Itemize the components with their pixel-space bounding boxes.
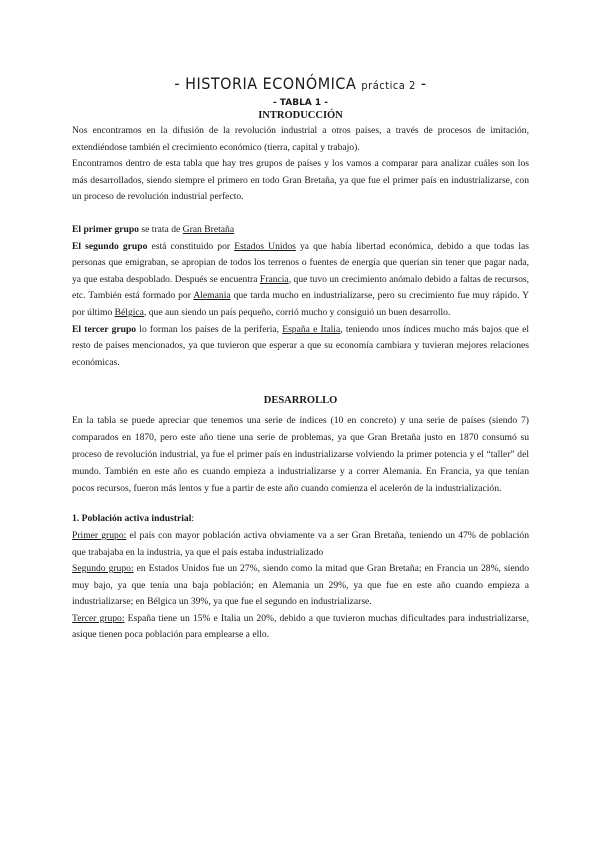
- group-2-paragraph: [72, 239, 529, 322]
- group-2-country-belgium: Bélgica: [114, 306, 144, 318]
- poblacion-group-2: [72, 561, 529, 611]
- document-title: [72, 74, 529, 96]
- poblacion-group-1: [72, 528, 529, 561]
- title-main: - HISTORIA ECONÓMICA: [174, 74, 357, 93]
- group-2-text-5: , que aun siendo un país pequeño, corrió mucho y consiguió un buen desarrollo.: [143, 306, 451, 318]
- group-2-country-france: Francia: [259, 273, 289, 285]
- title-subtitle: práctica 2: [361, 79, 416, 92]
- poblacion-heading-colon: :: [191, 513, 195, 525]
- title-end: -: [420, 74, 427, 93]
- intro-paragraph-2: Encontramos dentro de esta tabla que hay tres grupos de países y los vamos a comparar para analizar cuáles son los más desarrollados, siendo siempre el primero en todo Gran Bretaña, ya que fue el primer país en industrializarse, con un proceso de revolución industrial perfecto.: [72, 158, 529, 203]
- desarrollo-paragraph: En la tabla se puede apreciar que tenemos una serie de índices (10 en concreto) y una serie de países (siendo 7) comparados en 1870, pero este año tiene una serie de problemas, ya que Gran Bretaña justo en 1870 consumó su proceso de revolución industrial, ya fue el primer país en industrializarse volviendo la primer potencia y el “taller” del mundo. También en este año es cuando empieza a industrializarse y a correr Alemania. En Francia, ya que tenían pocos recursos, fueron más lentos y fue a partir de este año cuando comienza el acelerón de la industrialización.: [72, 415, 529, 495]
- poblacion-group-2-label: Segundo grupo:: [72, 563, 134, 575]
- table-label: - TABLA 1 -: [272, 98, 329, 108]
- desarrollo-heading: DESARROLLO: [263, 395, 338, 407]
- group-2-country-usa: Estados Unidos: [234, 240, 296, 252]
- document-page: [72, 74, 529, 644]
- poblacion-heading-text: 1. Población activa industrial: [72, 513, 192, 525]
- group-2-text-4: que tarda mucho en industrializarse, pero su crecimiento fue muy rápido. Y por último: [72, 290, 529, 318]
- group-2-text-1: está constituido por: [147, 240, 235, 252]
- poblacion-group-3-label: Tercer grupo:: [72, 612, 125, 624]
- group-1-text: se trata de: [138, 223, 183, 235]
- group-1-country: Gran Bretaña: [182, 223, 235, 235]
- group-3-paragraph: [72, 322, 529, 372]
- intro-heading: INTRODUCCIÓN: [258, 110, 343, 121]
- intro-paragraph-1: Nos encontramos en la difusión de la revolución industrial a otros países, a través de procesos de imitación, extendiéndose también el crecimiento económico (tierra, capital y trabajo).: [72, 125, 529, 153]
- group-2-text-3: , que tuvo un crecimiento anómalo debido a faltas de recursos, etc. También está formado por: [72, 273, 530, 302]
- poblacion-group-1-text: el país con mayor población activa obviamente va a ser Gran Bretaña, teniendo un 47% de población que trabajaba en la industria, ya que el país estaba industrializado: [72, 529, 529, 558]
- group-3-label: El tercer grupo: [72, 323, 137, 335]
- poblacion-heading: [72, 511, 529, 528]
- poblacion-group-3-text: España tiene un 15% e Italia un 20%, debido a que tuvieron muchas dificultades para industrializarse, asique tienen poca población para emplearse a ello.: [72, 612, 529, 641]
- group-3-countries: España e Italia: [282, 323, 341, 335]
- poblacion-group-3: [72, 611, 529, 644]
- group-3-text-2: , teniendo unos índices mucho más bajos que el resto de países mencionados, ya que tuvieron que esperar a que su economía cambiara y tuvieran mejores relaciones económicas.: [72, 323, 529, 368]
- group-3-text-1: lo forman los países de la periferia,: [136, 323, 283, 335]
- group-2-country-germany: Alemania: [193, 290, 231, 302]
- poblacion-group-2-text: en Estados Unidos fue un 27%, siendo como la mitad que Gran Bretaña; en Francia un 28%, siendo muy bajo, ya que tenía una baja población; en Alemania un 29%, ya que fue en este año cuando empieza a industrializarse; en Bélgica un 39%, ya que fue el segundo en industrializarse.: [72, 563, 529, 608]
- group-2-label: El segundo grupo: [72, 240, 148, 252]
- poblacion-group-1-label: Primer grupo:: [72, 529, 127, 541]
- group-1-label: El primer grupo: [72, 223, 139, 235]
- group-2-text-2: ya que había libertad económica, debido a que todas las personas que emigraban, se apropian de todos los terrenos o fuentes de energía que querían sin tener que pagar nada, ya que estaba despoblado. Después se encuentra: [72, 240, 530, 285]
- group-1-paragraph: [72, 222, 529, 239]
